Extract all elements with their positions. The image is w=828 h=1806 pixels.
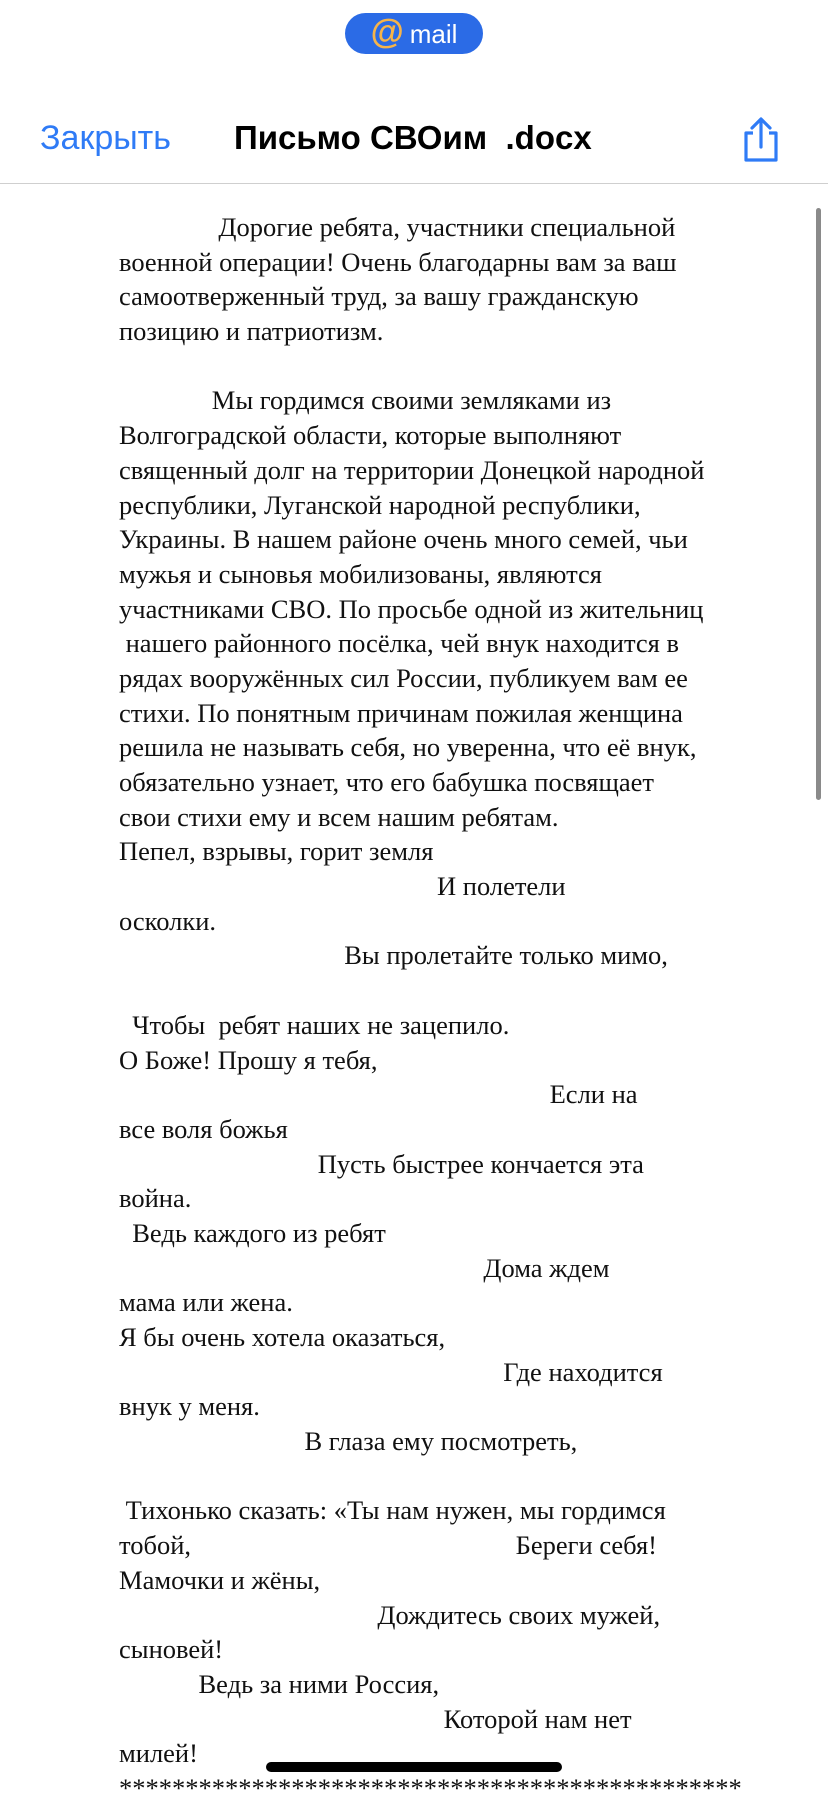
document-line: Дождитесь своих мужей, <box>119 1599 661 1630</box>
at-logo-icon: @ <box>370 13 404 51</box>
document-line: Если на <box>119 1079 638 1110</box>
document-line: священный долг на территории Донецкой народной <box>119 454 705 485</box>
document-line <box>119 349 779 384</box>
document-line: Ведь каждого из ребят <box>119 1217 386 1248</box>
document-line: решила не называть себя, но уверенна, что её внук, <box>119 732 697 763</box>
document-line: война. <box>119 1183 192 1214</box>
share-icon <box>740 116 782 164</box>
document-line: Дома ждем <box>119 1252 610 1283</box>
document-line: мужья и сыновья мобилизованы, являются <box>119 558 602 589</box>
document-line: Дорогие ребята, участники специальной <box>119 212 676 242</box>
document-line: милей! <box>119 1738 198 1769</box>
document-line: внук у меня. <box>119 1391 260 1422</box>
document-line: мама или жена. <box>119 1287 293 1318</box>
document-line: осколки. <box>119 905 217 936</box>
document-line: Где находится <box>119 1356 663 1387</box>
document-line <box>119 1459 779 1494</box>
home-indicator[interactable] <box>266 1762 562 1772</box>
document-line: свои стихи ему и всем нашим ребятам. <box>119 801 559 832</box>
document-line: тобой, Береги себя! <box>119 1530 657 1561</box>
document-title: Письмо СВОим .docx <box>234 119 592 156</box>
document-line: позицию и патриотизм. <box>119 316 384 347</box>
document-line: обязательно узнает, что его бабушка посвящает <box>119 767 655 797</box>
document-line: Которой нам нет <box>119 1703 632 1734</box>
document-line: Тихонько сказать: «Ты нам нужен, мы гордимся <box>119 1495 666 1526</box>
document-line: Чтобы ребят наших не зацепило. <box>119 1009 510 1040</box>
document-line: все воля божья <box>119 1113 288 1144</box>
document-line: республики, Луганской народной республики, <box>119 489 641 520</box>
scrollbar[interactable] <box>816 208 821 800</box>
document-line: И полетели <box>119 871 566 902</box>
document-line: рядах вооружённых сил России, публикуем вам ее <box>119 662 688 693</box>
document-line: нашего районного посёлка, чей внук находится в <box>119 628 679 659</box>
document-line: *********************************************** <box>119 1772 742 1803</box>
document-line: Пепел, взрывы, горит земля <box>119 836 434 867</box>
document-line: военной операции! Очень благодарны вам за ваш <box>119 246 677 277</box>
navigation-bar <box>0 100 828 184</box>
brand-name: mail <box>409 18 458 49</box>
document-line: Пусть быстрее кончается эта <box>119 1148 644 1179</box>
document-line: Я бы очень хотела оказаться, <box>119 1322 446 1352</box>
document-line: Мамочки и жёны, <box>119 1564 321 1595</box>
document-line: В глаза ему посмотреть, <box>119 1426 578 1457</box>
mail-brand-badge <box>345 13 483 54</box>
document-line: Мы гордимся своими земляками из <box>119 385 612 416</box>
document-line: самоотверженный труд, за вашу гражданскую <box>119 281 639 312</box>
document-body <box>119 210 779 1806</box>
share-button[interactable] <box>740 116 782 164</box>
document-line: сыновей! <box>119 1634 224 1665</box>
document-line: О Боже! Прошу я тебя, <box>119 1044 378 1075</box>
document-line: Украины. В нашем районе очень много семей, чьи <box>119 524 688 555</box>
document-line: Волгоградской области, которые выполняют <box>119 420 622 451</box>
document-line: Ведь за ними Россия, <box>119 1668 440 1699</box>
header-divider <box>0 183 828 184</box>
close-button[interactable]: Закрыть <box>40 119 171 157</box>
document-line: стихи. По понятным причинам пожилая женщина <box>119 697 683 728</box>
document-line: участниками СВО. По просьбе одной из жительниц <box>119 593 704 624</box>
document-line <box>119 973 779 1008</box>
document-line: Вы пролетайте только мимо, <box>119 940 668 971</box>
